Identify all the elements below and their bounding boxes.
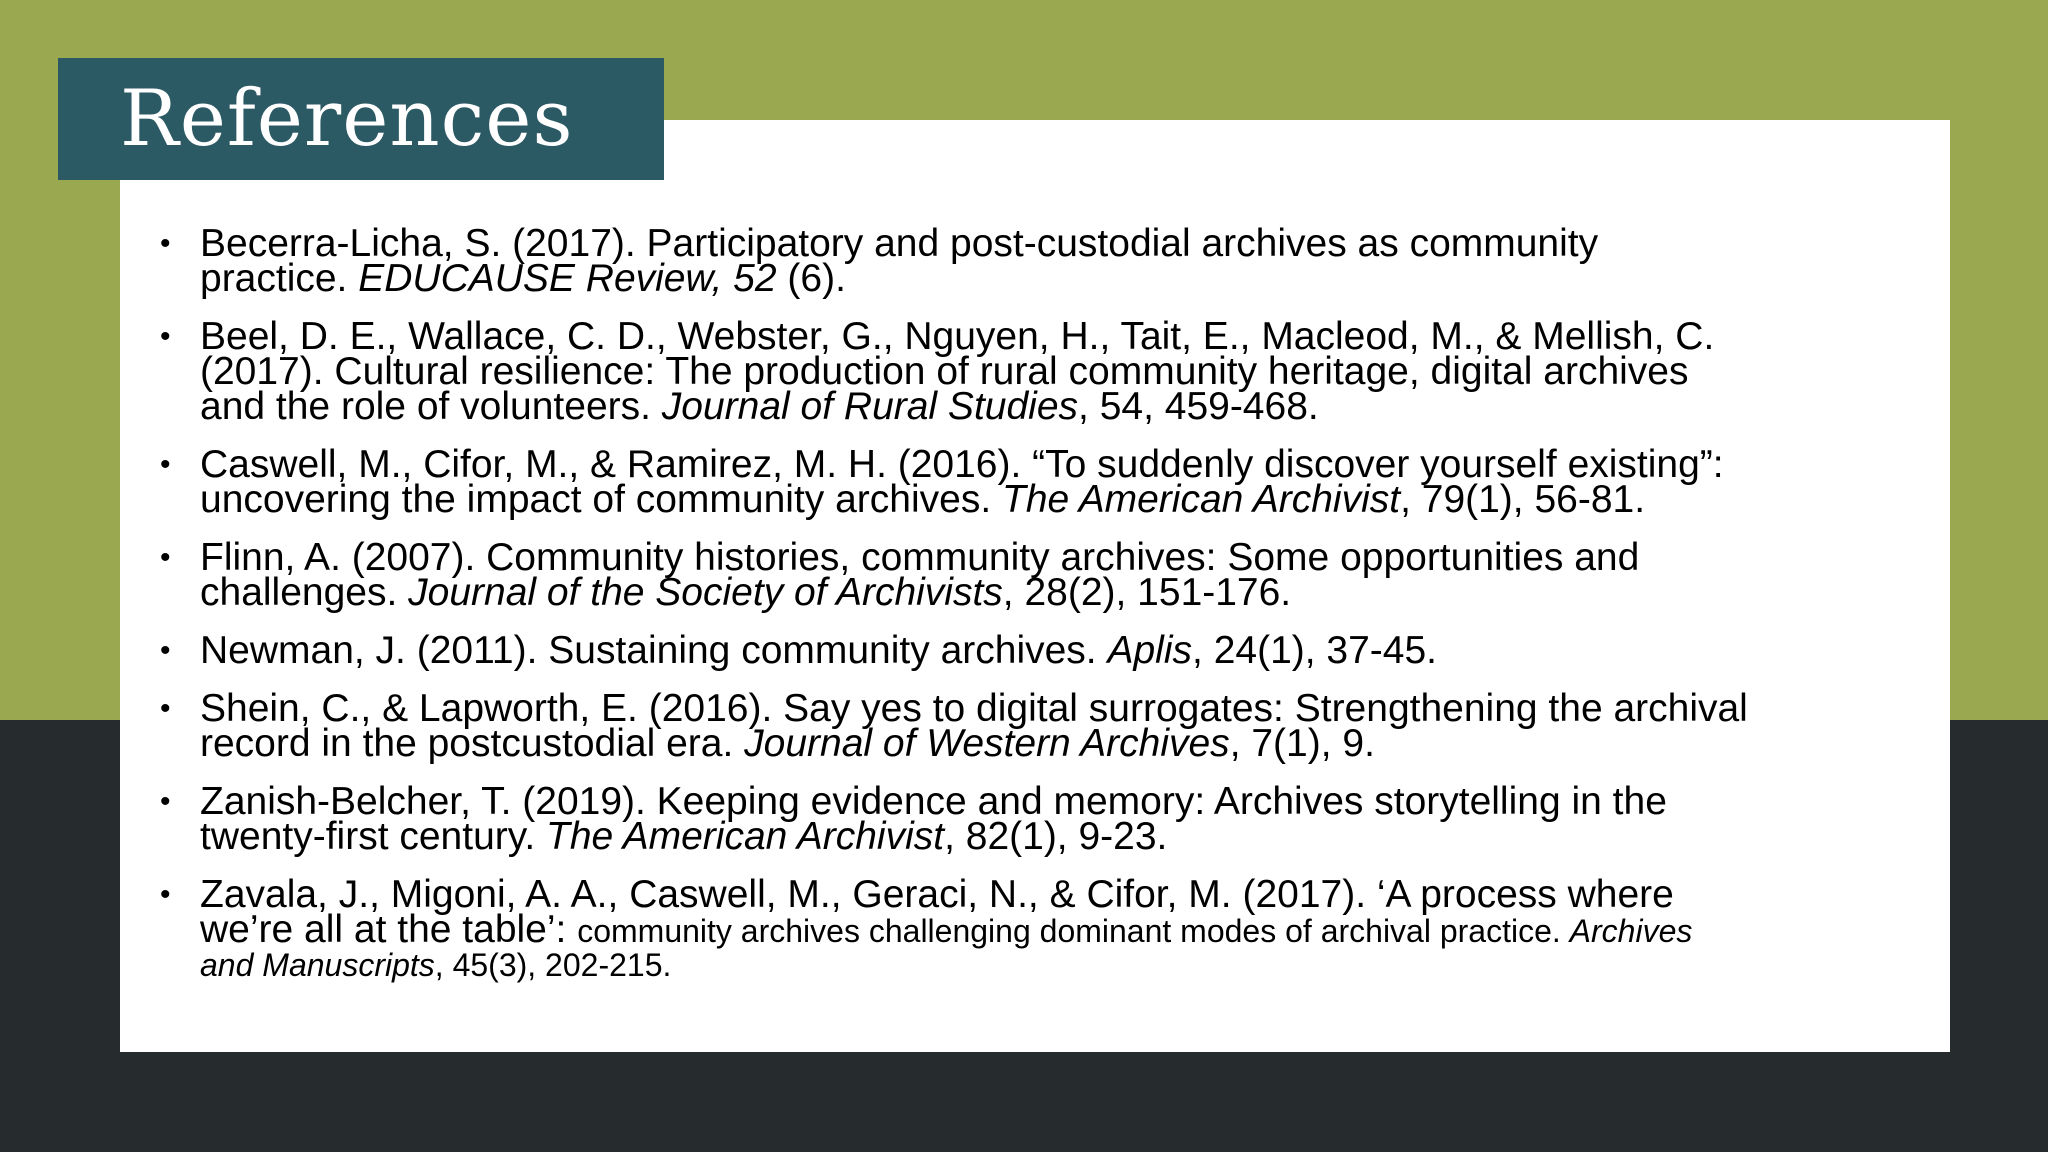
title-box [58, 58, 664, 180]
bullet-icon: • [160, 541, 171, 574]
reference-subtitle: community archives challenging dominant modes of archival practice. [577, 913, 1570, 949]
reference-line: we’re all at the table’: community archives challenging dominant modes of archival practice. Archives [200, 908, 1693, 951]
reference-line: record in the postcustodial era. Journal of Western Archives, 7(1), 9. [200, 722, 1375, 765]
reference-item [160, 687, 1900, 765]
reference-line: Beel, D. E., Wallace, C. D., Webster, G., Nguyen, H., Tait, E., Macleod, M., & Mellish, C. [200, 315, 1715, 358]
reference-line: twenty-first century. The American Archivist, 82(1), 9-23. [200, 815, 1168, 858]
reference-item [160, 536, 1900, 614]
bullet-icon: • [160, 227, 171, 260]
bullet-icon: • [160, 785, 171, 818]
bullet-icon: • [160, 320, 171, 353]
bullet-icon: • [160, 634, 171, 667]
reference-list [160, 222, 1900, 1005]
reference-line: Newman, J. (2011). Sustaining community archives. Aplis, 24(1), 37-45. [200, 629, 1437, 672]
reference-item [160, 443, 1900, 521]
reference-line: and Manuscripts, 45(3), 202-215. [200, 947, 672, 983]
reference-journal: The American Archivist [546, 815, 945, 858]
reference-line: challenges. Journal of the Society of Archivists, 28(2), 151-176. [200, 571, 1292, 614]
reference-item [160, 873, 1900, 983]
reference-line: practice. EDUCAUSE Review, 52 (6). [200, 257, 846, 300]
slide-title: References [120, 74, 574, 164]
reference-line: Zanish-Belcher, T. (2019). Keeping evidence and memory: Archives storytelling in the [200, 780, 1667, 823]
reference-item [160, 222, 1900, 300]
reference-line: Shein, C., & Lapworth, E. (2016). Say yes to digital surrogates: Strengthening the archival [200, 687, 1748, 730]
reference-journal: The American Archivist [1002, 478, 1401, 521]
bullet-icon: • [160, 448, 171, 481]
reference-journal: Journal of the Society of Archivists [408, 571, 1003, 614]
reference-item [160, 315, 1900, 428]
reference-journal: EDUCAUSE Review, 52 [358, 257, 777, 300]
reference-line: Zavala, J., Migoni, A. A., Caswell, M., Geraci, N., & Cifor, M. (2017). ‘A process where [200, 873, 1674, 916]
reference-line: and the role of volunteers. Journal of Rural Studies, 54, 459-468. [200, 385, 1319, 428]
reference-item [160, 629, 1900, 672]
reference-journal: Archives [1569, 913, 1693, 949]
reference-journal: Aplis [1107, 629, 1193, 672]
reference-journal: and Manuscripts [200, 947, 435, 983]
reference-line: Flinn, A. (2007). Community histories, community archives: Some opportunities and [200, 536, 1640, 579]
reference-line: (2017). Cultural resilience: The production of rural community heritage, digital archives [200, 350, 1689, 393]
bullet-icon: • [160, 878, 171, 911]
bullet-icon: • [160, 692, 171, 725]
reference-line: Becerra-Licha, S. (2017). Participatory and post-custodial archives as community [200, 222, 1599, 265]
reference-journal: Journal of Rural Studies [661, 385, 1079, 428]
reference-item [160, 780, 1900, 858]
reference-line: uncovering the impact of community archives. The American Archivist, 79(1), 56-81. [200, 478, 1646, 521]
reference-journal: Journal of Western Archives [744, 722, 1230, 765]
reference-line: Caswell, M., Cifor, M., & Ramirez, M. H. (2016). “To suddenly discover yourself existing”: [200, 443, 1724, 486]
